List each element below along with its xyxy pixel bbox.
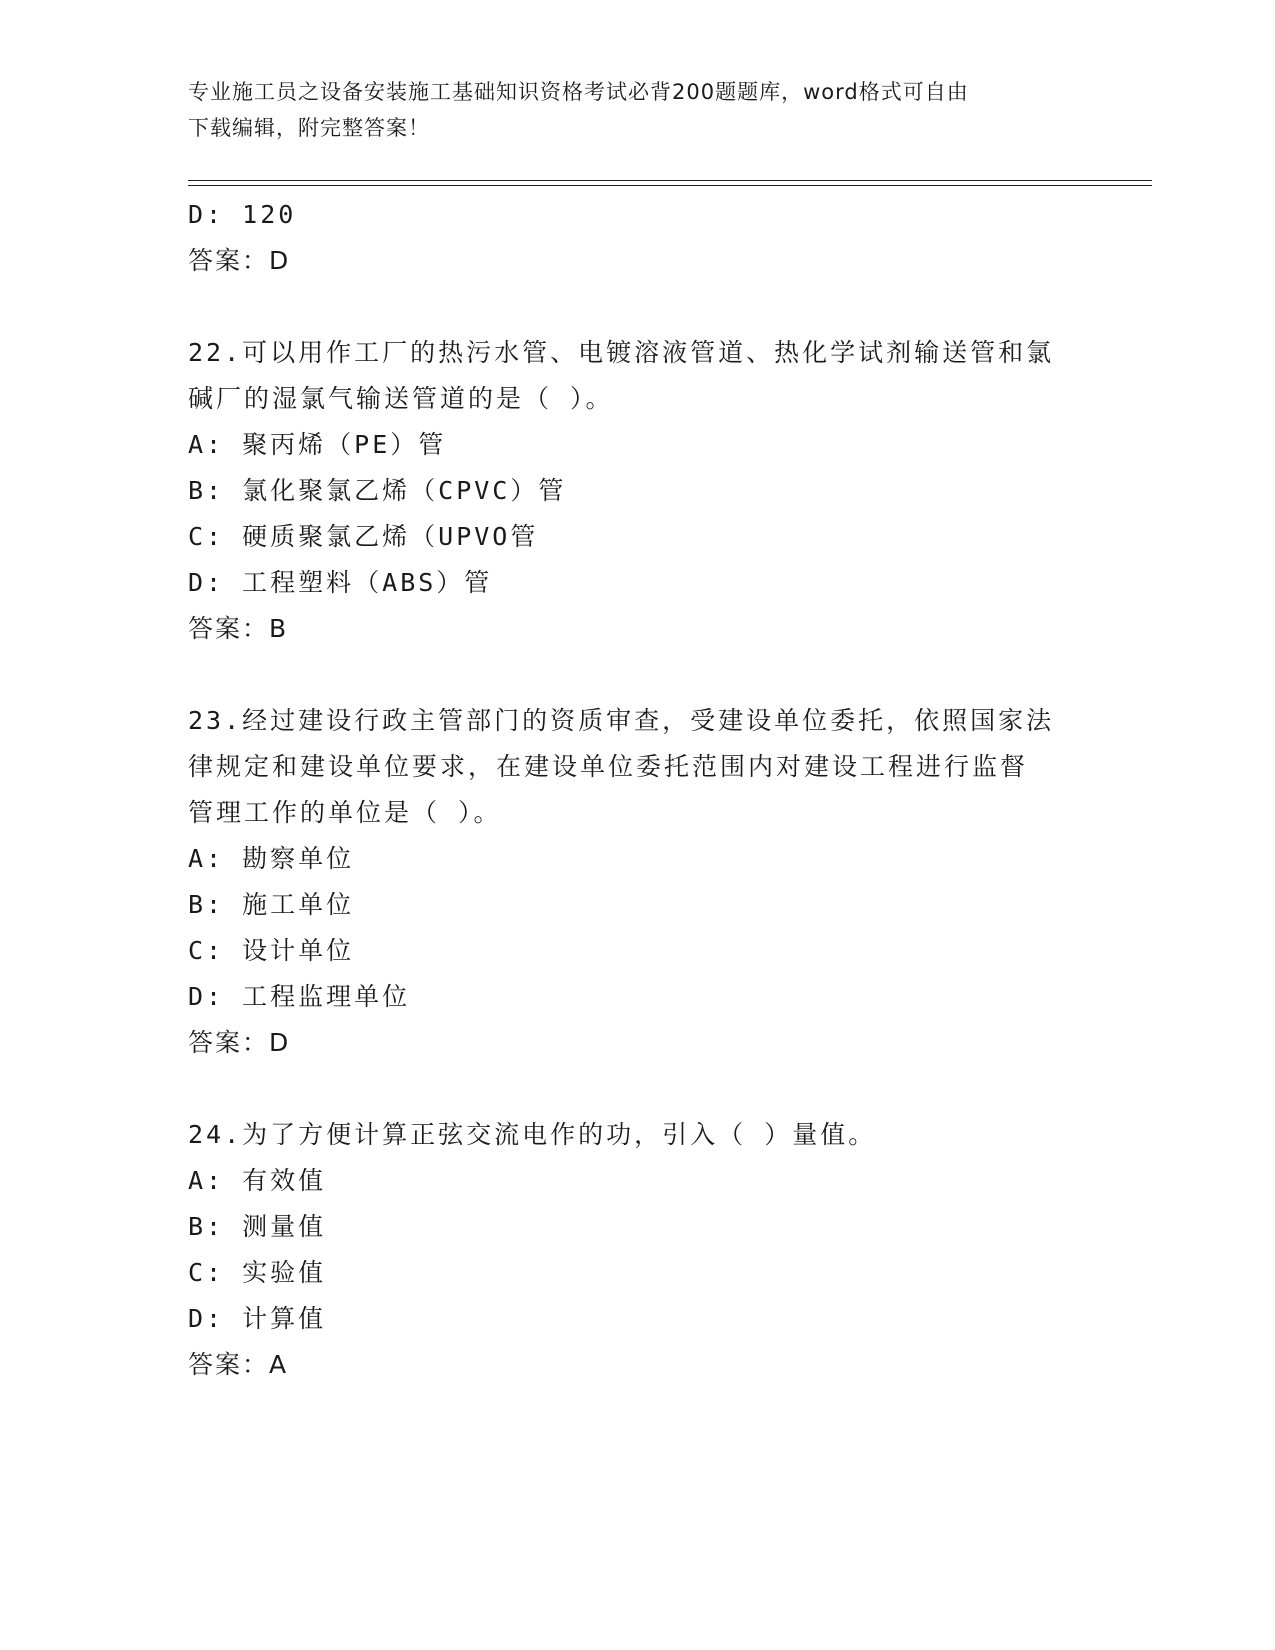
question-text-line: 23.经过建设行政主管部门的资质审查，受建设单位委托，依照国家法 xyxy=(188,706,1055,735)
option-a: A: 聚丙烯（PE）管 xyxy=(188,430,447,459)
spacer xyxy=(188,1066,1088,1112)
answer-line: 答案：A xyxy=(188,1350,289,1379)
spacer xyxy=(188,652,1088,698)
option-d: D: 工程塑料（ABS）管 xyxy=(188,568,493,597)
option-b: B: 氯化聚氯乙烯（CPVC）管 xyxy=(188,476,567,505)
option-a: A: 勘察单位 xyxy=(188,844,355,873)
document-header xyxy=(188,74,1088,146)
question-list xyxy=(188,192,1088,1388)
option-b: B: 测量值 xyxy=(188,1212,327,1241)
header-divider-bottom xyxy=(188,185,1152,186)
option-c: C: 硬质聚氯乙烯（UPVO管 xyxy=(188,522,539,551)
option-b: B: 施工单位 xyxy=(188,890,355,919)
question-text-line: 24.为了方便计算正弦交流电作的功，引入（ ）量值。 xyxy=(188,1120,877,1149)
option-a: A: 有效值 xyxy=(188,1166,327,1195)
question-block-24 xyxy=(188,1112,1088,1388)
question-text-line: 律规定和建设单位要求，在建设单位委托范围内对建设工程进行监督 xyxy=(188,752,1029,781)
question-block-22 xyxy=(188,330,1088,652)
question-block-23 xyxy=(188,698,1088,1066)
question-text-line: 管理工作的单位是（ ）。 xyxy=(188,798,502,827)
spacer xyxy=(188,284,1088,330)
question-text-line: 碱厂的湿氯气输送管道的是（ ）。 xyxy=(188,384,614,413)
answer-line: 答案：B xyxy=(188,614,289,643)
option-d: D: 工程监理单位 xyxy=(188,982,411,1011)
option-c: C: 实验值 xyxy=(188,1258,327,1287)
header-line-2: 下载编辑，附完整答案！ xyxy=(188,116,430,140)
header-line-1: 专业施工员之设备安装施工基础知识资格考试必背200题题库，word格式可自由 xyxy=(188,80,969,104)
answer-line: 答案：D xyxy=(188,1028,291,1057)
option-d: D: 120 xyxy=(188,200,297,229)
option-d: D: 计算值 xyxy=(188,1304,327,1333)
answer-line: 答案：D xyxy=(188,246,291,275)
question-text-line: 22.可以用作工厂的热污水管、电镀溶液管道、热化学试剂输送管和氯 xyxy=(188,338,1055,367)
header-divider-top xyxy=(188,180,1152,181)
option-c: C: 设计单位 xyxy=(188,936,355,965)
